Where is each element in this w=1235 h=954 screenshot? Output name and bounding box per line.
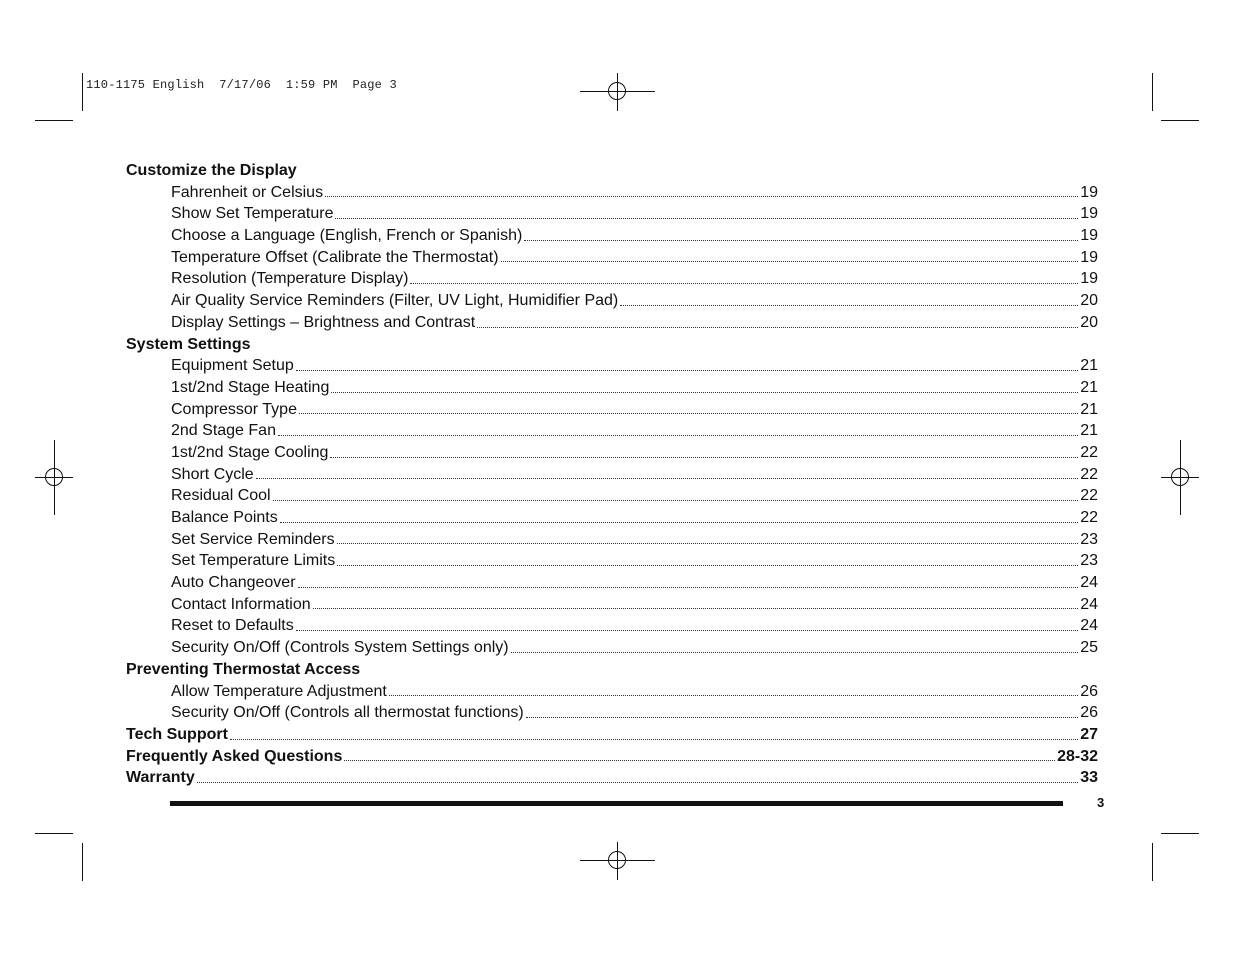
- dot-leader: [477, 326, 1078, 328]
- dot-leader: [337, 542, 1079, 544]
- toc-title: Security On/Off (Controls all thermostat functions): [171, 704, 524, 722]
- footer-rule: [170, 801, 1063, 806]
- toc-page: 19: [1080, 248, 1098, 266]
- toc-page: 25: [1080, 639, 1098, 657]
- toc-title: Warranty: [126, 769, 195, 787]
- toc-entry: [126, 442, 1098, 464]
- dot-leader: [273, 499, 1079, 501]
- toc-page: 21: [1080, 400, 1098, 418]
- toc-page: 22: [1080, 487, 1098, 505]
- dot-leader: [344, 759, 1055, 761]
- dot-leader: [296, 629, 1078, 631]
- toc-entry: [126, 247, 1098, 269]
- dot-leader: [511, 651, 1079, 653]
- toc-page: 22: [1080, 443, 1098, 461]
- dot-leader: [230, 738, 1078, 740]
- toc-entry: [126, 485, 1098, 507]
- table-of-contents: [126, 160, 1098, 789]
- toc-page: 19: [1080, 227, 1098, 245]
- dot-leader: [337, 564, 1078, 566]
- toc-title: Frequently Asked Questions: [126, 747, 343, 765]
- toc-entry: [126, 377, 1098, 399]
- toc-entry: [126, 268, 1098, 290]
- toc-entry: [126, 420, 1098, 442]
- toc-title: Allow Temperature Adjustment: [171, 682, 387, 700]
- toc-title: Show Set Temperature: [171, 205, 334, 223]
- toc-page: 24: [1080, 617, 1098, 635]
- toc-entry: [126, 399, 1098, 421]
- toc-page: 26: [1080, 704, 1098, 722]
- dot-leader: [256, 477, 1079, 479]
- toc-page: 22: [1080, 509, 1098, 526]
- toc-section: [126, 160, 1098, 182]
- toc-title: Choose a Language (English, French or Spanish): [171, 227, 523, 245]
- dot-leader: [197, 781, 1078, 783]
- toc-title: Air Quality Service Reminders (Filter, UV Light, Humidifier Pad): [171, 292, 619, 310]
- toc-page: 23: [1080, 552, 1098, 570]
- dot-leader: [335, 217, 1078, 219]
- toc-entry: [126, 681, 1098, 703]
- page-number: 3: [1097, 795, 1105, 810]
- toc-title: Preventing Thermostat Access: [126, 660, 361, 678]
- toc-page: 21: [1080, 378, 1098, 396]
- toc-section: [126, 767, 1098, 789]
- toc-title: Auto Changeover: [171, 574, 296, 592]
- toc-title: Set Service Reminders: [171, 530, 335, 548]
- toc-title: 2nd Stage Fan: [171, 422, 276, 440]
- toc-title: Set Temperature Limits: [171, 552, 336, 570]
- toc-entry: [126, 529, 1098, 551]
- toc-page: 19: [1080, 205, 1098, 223]
- toc-entry: [126, 312, 1098, 334]
- toc-title: Display Settings – Brightness and Contrast: [171, 313, 476, 331]
- toc-title: Security On/Off (Controls System Settings only): [171, 639, 509, 657]
- toc-entry: [126, 572, 1098, 594]
- toc-entry: [126, 637, 1098, 659]
- toc-title: Residual Cool: [171, 487, 271, 505]
- toc-entry: [126, 550, 1098, 572]
- toc-title: System Settings: [126, 335, 251, 353]
- dot-leader: [298, 586, 1079, 588]
- dot-leader: [325, 195, 1078, 197]
- toc-title: Contact Information: [171, 595, 311, 613]
- toc-title: Temperature Offset (Calibrate the Thermostat): [171, 248, 499, 266]
- toc-entry: [126, 615, 1098, 637]
- dot-leader: [389, 694, 1078, 696]
- toc-title: Equipment Setup: [171, 357, 294, 375]
- toc-entry: [126, 182, 1098, 204]
- toc-title: Compressor Type: [171, 400, 297, 418]
- dot-leader: [620, 304, 1078, 306]
- toc-page: 20: [1080, 313, 1098, 331]
- toc-title: Short Cycle: [171, 465, 254, 483]
- toc-title: 1st/2nd Stage Cooling: [171, 443, 329, 461]
- toc-title: Customize the Display: [126, 162, 297, 179]
- dot-leader: [330, 456, 1078, 458]
- toc-title: 1st/2nd Stage Heating: [171, 378, 330, 396]
- dot-leader: [524, 239, 1078, 241]
- toc-page: 19: [1080, 183, 1098, 201]
- toc-page: 21: [1080, 357, 1098, 375]
- dot-leader: [296, 369, 1078, 371]
- toc-title: Balance Points: [171, 509, 278, 526]
- toc-title: Fahrenheit or Celsius: [171, 183, 324, 201]
- toc-entry: [126, 355, 1098, 377]
- print-slug: 110-1175 English 7/17/06 1:59 PM Page 3: [86, 78, 397, 92]
- toc-page: 28-32: [1057, 747, 1098, 765]
- dot-leader: [278, 434, 1078, 436]
- toc-title: Tech Support: [126, 725, 228, 743]
- toc-page: 23: [1080, 530, 1098, 548]
- toc-title: Reset to Defaults: [171, 617, 294, 635]
- toc-entry: [126, 507, 1098, 529]
- toc-page: 21: [1080, 422, 1098, 440]
- toc-page: 24: [1080, 595, 1098, 613]
- toc-entry: [126, 702, 1098, 724]
- dot-leader: [331, 391, 1078, 393]
- toc-section: [126, 724, 1098, 746]
- toc-entry: [126, 290, 1098, 312]
- toc-entry: [126, 203, 1098, 225]
- toc-page: 33: [1080, 769, 1098, 787]
- toc-page: 22: [1080, 465, 1098, 483]
- toc-section: [126, 746, 1098, 768]
- toc-page: 19: [1080, 270, 1098, 288]
- toc-section: [126, 659, 1098, 681]
- dot-leader: [280, 521, 1078, 523]
- toc-page: 27: [1080, 725, 1098, 743]
- toc-entry: [126, 594, 1098, 616]
- dot-leader: [501, 260, 1079, 262]
- toc-page: 24: [1080, 574, 1098, 592]
- toc-page: 20: [1080, 292, 1098, 310]
- toc-entry: [126, 225, 1098, 247]
- dot-leader: [313, 607, 1079, 609]
- dot-leader: [410, 282, 1078, 284]
- toc-page: 26: [1080, 682, 1098, 700]
- toc-section: [126, 334, 1098, 356]
- toc-title: Resolution (Temperature Display): [171, 270, 409, 288]
- dot-leader: [299, 412, 1078, 414]
- dot-leader: [526, 716, 1078, 718]
- toc-entry: [126, 464, 1098, 486]
